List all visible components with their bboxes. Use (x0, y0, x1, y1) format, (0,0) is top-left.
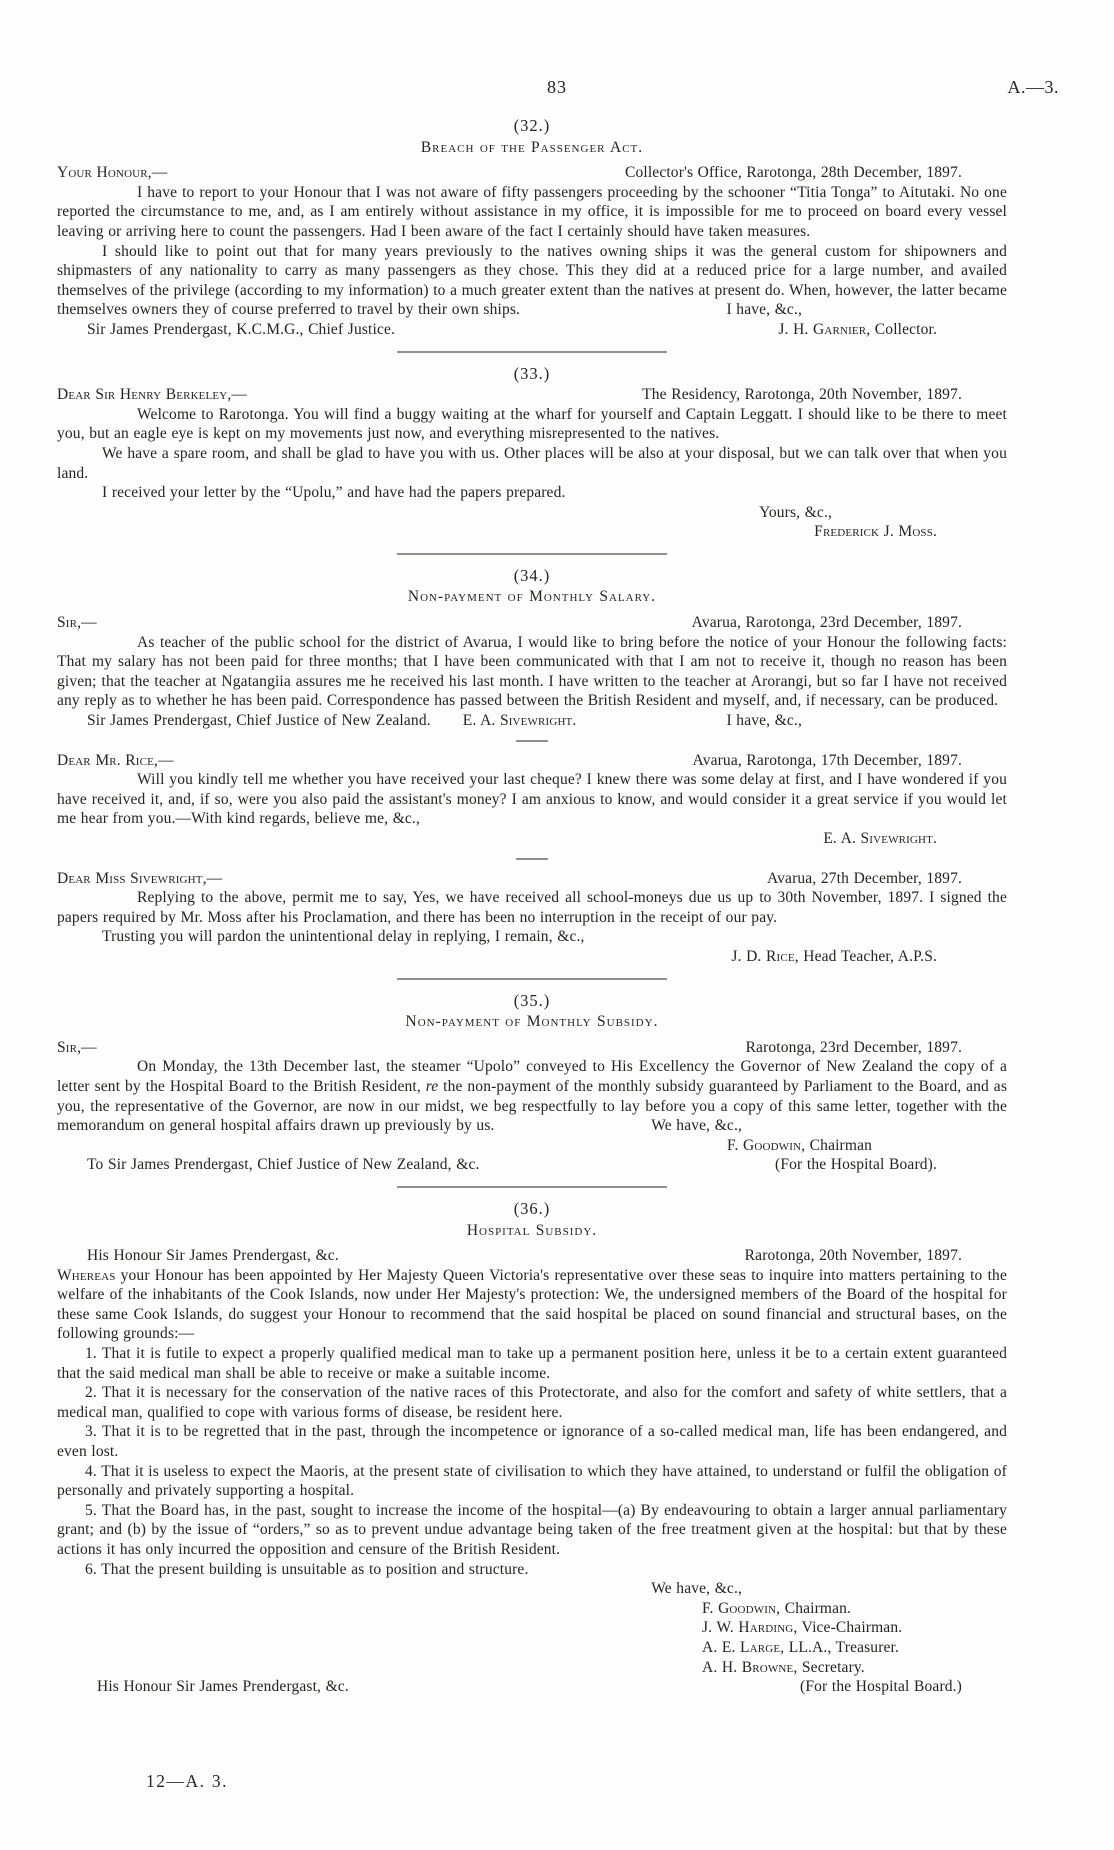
section-number: (32.) (513, 116, 551, 135)
list-item: 3. That it is to be regretted that in the past, through the incompetence or ignorance of a so-called medical man, life has been endangered, and even lost. (57, 1423, 1007, 1461)
letter-divider (516, 858, 548, 860)
dateline: Collector's Office, Rarotonga, 28th December, 1897. (624, 164, 962, 182)
salutation: Dear Sir Henry Berkeley,— (57, 386, 248, 404)
letter-paragraph: On Monday, the 13th December last, the steamer “Upolo” conveyed to His Excellency the Governor of New Zealand the copy of a letter sent by the Hospital Board to the British Resident, re the non-payment of the monthly subsidy guaranteed by Parliament to the Board, and as you, the representative of the Governor, are now in our midst, we beg respectfully to lay before you a copy of this same letter, together with the memorandum on general hospital affairs drawn up previously by us. We have, &c., (57, 1058, 1008, 1135)
salutation-line (57, 385, 1007, 405)
letter-paragraph: We have a spare room, and shall be glad to have you with us. Other places will be also at your disposal, but we can talk over that when you land. (57, 444, 1007, 482)
valediction: I have, &c., (726, 712, 802, 730)
for-board-note: (For the Hospital Board.) (800, 1678, 962, 1696)
page-header (57, 77, 1059, 102)
list-item: 1. That it is futile to expect a properly qualified medical man to take up a permanent position here, unless it be to a certain extent guaranteed that the said medical man shall be able to receive or make a suitable income. (57, 1345, 1007, 1382)
section-title: Breach of the Passenger Act. (420, 138, 644, 156)
letter-paragraph: Welcome to Rarotonga. You will find a buggy waiting at the wharf for yourself and Captain Leggatt. I should like to be there to meet you, but an eagle eye is kept on my movements just now, and everything misrepresented to the natives. (57, 405, 1007, 443)
list-item: 6. That the present building is unsuitable as to position and structure. (85, 1560, 529, 1578)
section-33 (57, 364, 1007, 542)
addressee-line (57, 1155, 1007, 1175)
signature: J. W. Harding, Vice-Chairman. (702, 1619, 903, 1637)
addressee-line (57, 1246, 1007, 1266)
signature-line (57, 320, 1007, 340)
addressee: His Honour Sir James Prendergast, &c. (87, 1247, 339, 1265)
addressee: His Honour Sir James Prendergast, &c. (97, 1678, 349, 1696)
italic-re: re (425, 1077, 439, 1095)
letter-paragraph: I should like to point out that for many years previously to the natives owning ships it was the general custom for shipowners and shipmasters of any nationality to carry as many passengers as they chose. This they did at a reduced price for a large number, and availed themselves of the privilege (according to my information) to a much greater extent than the natives at present do. When, however, the latter became themselves owners they of course preferred to travel by their own ships. I have, &c., (57, 242, 1007, 319)
dateline: Avarua, Rarotonga, 23rd December, 1897. (691, 614, 962, 632)
footer-mark: 12—A. 3. (146, 1771, 229, 1791)
section-number: (33.) (513, 363, 551, 383)
salutation-line (57, 751, 1007, 771)
signature: J. D. Rice, Head Teacher, A.P.S. (731, 947, 937, 965)
valediction-line (57, 503, 1007, 523)
signature-block (702, 1599, 1007, 1677)
salutation-line (57, 613, 1007, 633)
salutation-line (57, 163, 1007, 183)
signature-line (57, 1136, 1007, 1156)
section-divider (397, 553, 667, 555)
valediction: We have, &c., (651, 1117, 742, 1135)
dateline: Rarotonga, 20th November, 1897. (744, 1247, 962, 1265)
signature-line (57, 829, 1007, 849)
letter-paragraph: Will you kindly tell me whether you have received your last cheque? I knew there was some delay at first, and I have wondered if you have received it, and, if so, were you also paid the assistant's money? I am anxious to know, and would consider it a great service if you would let me hear from you.—With kind regards, believe me, &c., (57, 771, 1007, 828)
section-32 (57, 116, 1007, 340)
signature: F. Goodwin, Chairman. (702, 1599, 852, 1617)
section-divider (397, 351, 667, 353)
list-item: 2. That it is necessary for the conservation of the native races of this Protectorate, and also for the comfort and safety of white settlers, that a medical man, qualified to cope with various forms of disease, be resident here. (57, 1384, 1007, 1421)
salutation: Sir,— (57, 1038, 97, 1056)
list-item: 4. That it is useless to expect the Maoris, at the present state of civilisation to which they have attained, to understand or fulfil the obligation of personally and privately supporting a hospital. (57, 1462, 1007, 1500)
dateline: The Residency, Rarotonga, 20th November, 1897. (642, 386, 962, 404)
salutation-line (57, 869, 1007, 889)
salutation-line (57, 1038, 1007, 1058)
valediction-line (57, 1579, 1007, 1599)
signature: Frederick J. Moss. (814, 523, 937, 541)
dateline: Rarotonga, 23rd December, 1897. (745, 1038, 962, 1056)
salutation: Dear Mr. Rice,— (57, 751, 174, 769)
letter-paragraph: Whereas your Honour has been appointed by Her Majesty Queen Victoria's representative over these seas to inquire into matters pertaining to the welfare of the inhabitants of the Cook Islands, now under Her Majesty's protection: We, the undersigned members of the Board of the hospital for these same Cook Islands, do suggest your Honour to recommend that the said hospital be placed on sound financial and structural bases, on the following grounds:— (57, 1266, 1007, 1343)
section-number: (34.) (513, 565, 551, 585)
letter-paragraph: Trusting you will pardon the unintentional delay in replying, I remain, &c., (102, 928, 585, 946)
letter-paragraph: I have to report to your Honour that I was not aware of fifty passengers proceeding by the schooner “Titia Tonga” to Aitutaki. No one reported the circumstance to me, and, as I am entirely without assistance in my office, it is impossible for me to proceed on board every vessel leaving or arriving here to count the passengers. Had I been aware of the fact I certainly should have taken measures. (57, 183, 1007, 240)
salutation: Your Honour,— (57, 164, 168, 182)
addressee-line (57, 1677, 1007, 1697)
for-board-note: (For the Hospital Board). (775, 1156, 937, 1174)
page-number: 83 (547, 77, 567, 97)
signature: F. Goodwin, Chairman (726, 1136, 872, 1154)
dateline: Avarua, Rarotonga, 17th December, 1897. (692, 751, 962, 769)
list-item: 5. That the Board has, in the past, sought to increase the income of the hospital—(a) By endeavouring to obtain a larger annual parliamentary grant; and (b) by the issue of “orders,” so as to prevent undue advantage being taken of the free treatment given at the hospital: but that by these actions it has only incurred the opposition and censure of the British Resident. (57, 1501, 1007, 1558)
letter-paragraph: Replying to the above, permit me to say, Yes, we have received all school-moneys due us up to 30th November, 1897. I signed the papers required by Mr. Moss after his Proclamation, and there has been no interruption in the receipt of our pay. (57, 889, 1007, 926)
dateline: Avarua, 27th December, 1897. (766, 869, 962, 887)
signature: E. A. Sivewright. (823, 830, 937, 847)
section-number: (36.) (513, 1198, 551, 1218)
section-35 (57, 991, 1007, 1175)
addressee: Sir James Prendergast, K.C.M.G., Chief Justice. (87, 320, 396, 338)
letter-paragraph: As teacher of the public school for the district of Avarua, I would like to bring before the notice of your Honour the following facts: That my salary has not been paid for three months; that I have been communicated with that I am not to receive it, though no reason has been given; that the teacher at Ngatangiia assures me he received his last month. I have written to the teacher at Arorangi, but so far I have not received any reply as to whether he has been paid. Correspondence has passed between the British Resident and myself, and, if necessary, can be produced. I have, &c., (57, 633, 1007, 730)
valediction: We have, &c., (651, 1580, 742, 1598)
signature-line (57, 711, 646, 731)
valediction: I have, &c., (726, 301, 802, 319)
signature: A. H. Browne, Secretary. (702, 1658, 865, 1676)
signature-line (57, 522, 1007, 542)
doc-reference: A.—3. (1007, 77, 1059, 97)
letter-divider (516, 740, 548, 742)
addressee: To Sir James Prendergast, Chief Justice of New Zealand, &c. (87, 1156, 480, 1174)
section-34 (57, 566, 1007, 967)
whereas-lead: Whereas (57, 1266, 116, 1284)
section-title: Non-payment of Monthly Salary. (407, 588, 657, 606)
salutation: Dear Miss Sivewright,— (57, 869, 223, 887)
letter-paragraph: I received your letter by the “Upolu,” and have had the papers prepared. (102, 484, 566, 502)
section-divider (397, 978, 667, 980)
section-divider (397, 1186, 667, 1188)
signature: J. H. Garnier, Collector. (778, 320, 937, 338)
valediction: Yours, &c., (759, 503, 832, 521)
section-number: (35.) (513, 990, 551, 1010)
signature: E. A. Sivewright. (462, 712, 577, 730)
section-title: Hospital Subsidy. (466, 1221, 598, 1239)
addressee: Sir James Prendergast, Chief Justice of New Zealand. (87, 712, 431, 730)
signature-line (57, 947, 1007, 967)
signature: A. E. Large, LL.A., Treasurer. (702, 1638, 900, 1656)
section-title: Non-payment of Monthly Subsidy. (405, 1013, 659, 1031)
salutation: Sir,— (57, 614, 97, 632)
section-36 (57, 1199, 1007, 1697)
